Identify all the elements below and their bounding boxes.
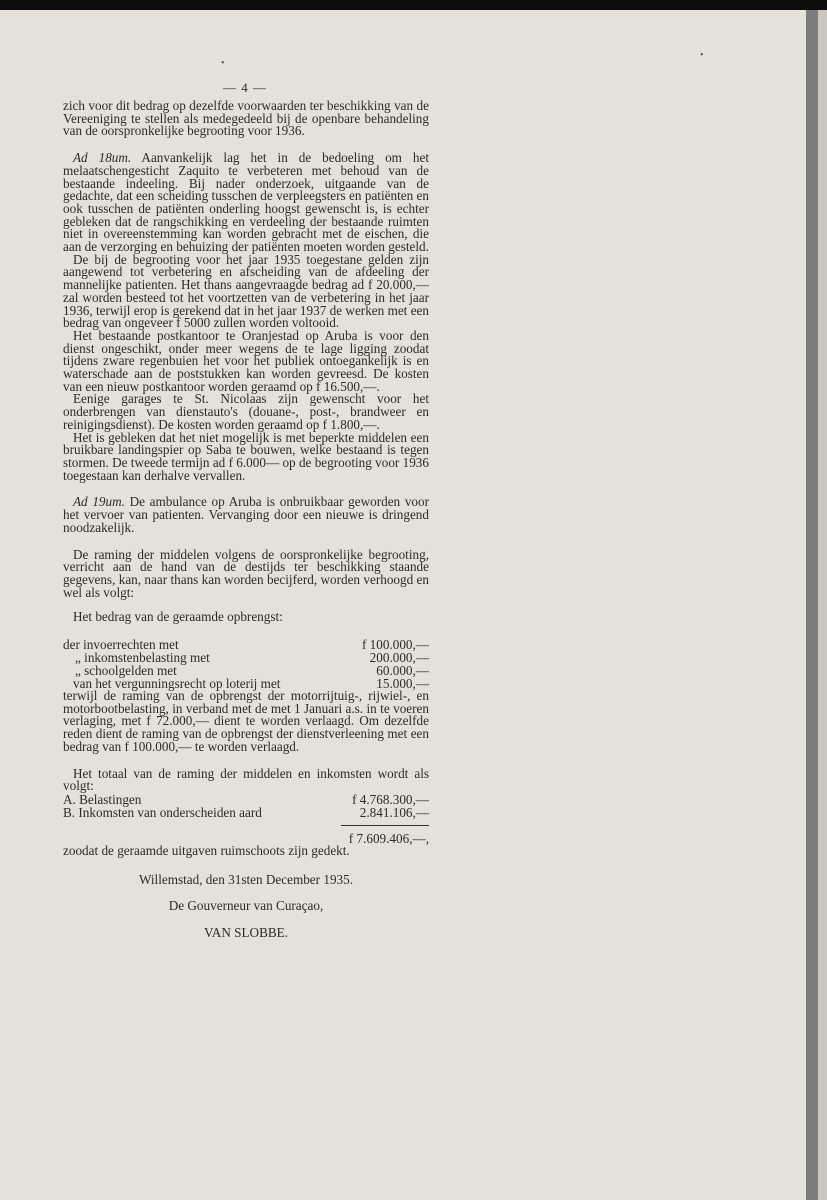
grand-total-row: f 7.609.406,—, <box>348 830 429 846</box>
paragraph: Het totaal van de raming der middelen en inkomsten wordt als volgt: <box>63 765 429 794</box>
scanned-page <box>0 10 818 1200</box>
signatory-name: VAN SLOBBE. <box>203 925 289 941</box>
item-reference: Ad 19um. <box>73 494 125 510</box>
sum-rule <box>341 825 429 826</box>
item-reference: Ad 18um. <box>73 150 132 166</box>
table-row: B. Inkomsten van onderscheiden aard 2.841.106,— <box>63 804 429 820</box>
paragraph: Ad 18um. Aanvankelijk lag het in de bedoeling om het melaatschengesticht Zaquito te verbeteren met behoud van de bestaande indeeling. Bij nader onderzoek, uitgaande van de gedachte, dat een scheiding tusschen de verpleegsters en patiënten en ook tusschen de patiënten onderling hoogst gewenscht is, is echter gebleken dat de rangschikking en verdeeling der bestaande ruimten niet in overeenstemming kan worden gebracht met de eischen, die aan de verzorging en behuizing der patiënten moeten worden gesteld. <box>63 150 429 255</box>
revenue-table <box>63 638 429 690</box>
table-row: der invoerrechten met f 100.000,— <box>63 637 429 653</box>
ink-speck: • <box>221 58 225 69</box>
paragraph: Het bedrag van de geraamde opbrengst: <box>73 609 283 625</box>
paragraph: De raming der middelen volgens de oorspronkelijke begrooting, verricht aan de hand van de destijds ter beschikking staande gegevens, kan, naar thans kan worden becijferd, worden verhoogd en wel als volgt: <box>63 546 429 600</box>
page-edge <box>806 10 818 1200</box>
paragraph: Eenige garages te St. Nicolaas zijn gewenscht voor het onderbrengen van dienstauto's (douane-, post-, brandweer en reinigingsdienst). De kosten worden geraamd op f 1.800,—. <box>63 391 429 432</box>
table-row: van het vergunningsrecht op loterij met 15.000,— <box>73 676 429 692</box>
paragraph: zoodat de geraamde uitgaven ruimschoots zijn gedekt. <box>63 842 350 858</box>
body-text <box>63 100 429 940</box>
paragraph: Ad 19um. De ambulance op Aruba is onbruikbaar geworden voor het vervoer van patienten. Vervanging door een nieuwe is dringend noodzakelijk. <box>63 494 429 535</box>
signatory-title: De Gouverneur van Curaçao, <box>168 898 324 914</box>
ink-speck: • <box>700 50 704 61</box>
table-row: „ schoolgelden met 60.000,— <box>75 663 429 679</box>
page-number: — 4 — <box>223 80 267 95</box>
table-row: A. Belastingen f 4.768.300,— <box>63 791 429 807</box>
table-row: „ inkomstenbelasting met 200.000,— <box>75 650 429 666</box>
paragraph: Het bestaande postkantoor te Oranjestad op Aruba is voor den dienst ongeschikt, onder meer wegens de te lage ligging zoodat tijdens zware regenbuien het voor het publiek ontoegankelijk is en waterschade aan de poststukken kan worden gevreesd. De kosten van een nieuw postkantoor worden geraamd op f 16.500,—. <box>63 327 429 394</box>
paragraph: Het is gebleken dat het niet mogelijk is met beperkte middelen een bruikbare landingspier op Saba te bouwen, welke bestaand is tegen stormen. De tweede termijn ad f 6.000— op de begrooting voor 1936 toegestaan kan derhalve vervallen. <box>63 429 429 483</box>
page-edge <box>818 10 827 1200</box>
place-date: Willemstad, den 31sten December 1935. <box>138 871 354 887</box>
paragraph: zich voor dit bedrag op dezelfde voorwaarden ter beschikking van de Vereeniging te stellen als medegedeeld bij de openbare behandeling van de oorspronkelijke begrooting voor 1936. <box>63 98 429 139</box>
totals-table <box>63 793 429 845</box>
paragraph: De bij de begrooting voor het jaar 1935 toegestane gelden zijn aangewend tot verbetering en afscheiding van de afdeeling der mannelijke patienten. Het thans aangevraagde bedrag ad f 20.000,— zal worden besteed tot het voortzetten van de verbetering in het jaar 1936, terwijl erop is gerekend dat in het jaar 1937 de werken met een bedrag van ongeveer f 5000 zullen worden voltooid. <box>63 251 429 331</box>
paragraph: terwijl de raming van de opbrengst der motorrijtuig-, rijwiel-, en motorbootbelasting, in verband met de met 1 Januari a.s. in te voeren verlaging, met f 72.000,— dient te worden verlaagd. Om dezelfde reden dient de raming van de opbrengst der dienstverleening met een bedrag van f 100.000,— te worden verlaagd. <box>63 688 429 754</box>
